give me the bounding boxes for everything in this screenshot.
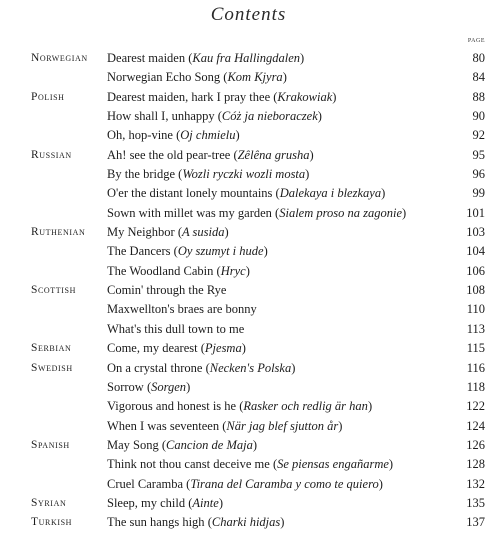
song-entry: Vigorous and honest is he (Rasker och redlig är han): [107, 399, 373, 414]
contents-entry: [0, 262, 497, 281]
contents-entry: [0, 359, 497, 378]
contents-entry: [0, 88, 497, 107]
song-title: Maxwellton's braes are bonny: [107, 302, 257, 317]
contents-entry: [0, 223, 497, 242]
language-label: Spanish: [31, 438, 70, 451]
language-label: Turkish: [31, 516, 73, 529]
contents-entry: [0, 417, 497, 436]
song-title: By the bridge: [107, 167, 176, 182]
contents-list: [0, 49, 497, 533]
page-number: 108: [466, 283, 485, 298]
contents-entry: [0, 107, 497, 126]
page-number: 110: [466, 302, 485, 317]
song-entry: Dearest maiden (Kau fra Hallingdalen): [107, 51, 305, 65]
song-entry: Sorrow (Sorgen): [107, 379, 191, 394]
song-entry: By the bridge (Wozli ryczki wozli mosta): [107, 167, 310, 182]
song-title: Cruel Caramba: [107, 476, 184, 491]
page-number: 95: [472, 147, 485, 162]
song-entry: When I was seventeen (När jag blef sjutton år): [107, 418, 343, 433]
contents-entry: [0, 165, 497, 184]
contents-entry: [0, 455, 497, 474]
contents-entry: [0, 281, 497, 300]
language-label: Ruthenian: [31, 226, 86, 239]
page-number: 90: [472, 109, 485, 124]
song-title: Norwegian Echo Song: [107, 70, 221, 85]
original-title: Sialem proso na zagonie: [279, 205, 403, 220]
contents-entry: [0, 378, 497, 397]
song-title: Oh, hop-vine: [107, 128, 173, 143]
contents-entry: [0, 397, 497, 416]
page-number: 99: [472, 186, 485, 201]
song-entry: My Neighbor (A susida): [107, 225, 229, 240]
song-title: Ah! see the old pear-tree: [107, 147, 231, 162]
song-title: The sun hangs high: [107, 515, 205, 530]
contents-entry: [0, 126, 497, 145]
page-number: 118: [466, 379, 485, 394]
song-entry: The Dancers (Oy szumyt i hude): [107, 244, 268, 259]
original-title: Rasker och redlig är han: [243, 399, 368, 414]
language-label: Russian: [31, 148, 72, 161]
original-title: Kau fra Hallingdalen: [192, 51, 301, 65]
song-title: Think not thou canst deceive me: [107, 457, 270, 472]
song-entry: The sun hangs high (Charki hidjas): [107, 515, 285, 530]
original-title: A susida: [182, 225, 225, 240]
contents-entry: [0, 475, 497, 494]
page-number: 135: [466, 495, 485, 510]
song-entry: O'er the distant lonely mountains (Dalekaya i blezkaya): [107, 186, 386, 201]
song-title: Vigorous and honest is he: [107, 399, 237, 414]
page-number: 122: [466, 399, 485, 414]
page-number: 80: [472, 51, 485, 65]
original-title: Kom Kjyra: [227, 70, 283, 85]
song-title: Sorrow: [107, 379, 144, 394]
contents-entry: [0, 49, 497, 68]
song-entry: [107, 283, 226, 298]
song-entry: Sleep, my child (Ainte): [107, 495, 223, 510]
language-label: Swedish: [31, 361, 73, 374]
language-label: Polish: [31, 90, 65, 103]
song-title: Sleep, my child: [107, 495, 186, 510]
original-title: Pjesma: [204, 341, 242, 356]
page-number: 88: [472, 89, 485, 104]
page-number: 106: [466, 263, 485, 278]
song-title: Dearest maiden: [107, 51, 186, 65]
original-title: Wozli ryczki wozli mosta: [182, 167, 306, 182]
original-title: Dalekaya i blezkaya: [279, 186, 382, 201]
song-title: What's this dull town to me: [107, 321, 245, 336]
page-number: 137: [466, 515, 485, 530]
page-title: Contents: [210, 4, 287, 25]
original-title: Oy szumyt i hude: [177, 244, 264, 259]
song-entry: Ah! see the old pear-tree (Zêlêna grusha): [107, 147, 314, 162]
contents-entry: [0, 339, 497, 358]
contents-entry: [0, 494, 497, 513]
song-title: On a crystal throne: [107, 360, 203, 375]
contents-entry: [0, 436, 497, 455]
page-column-header: PAGE: [467, 38, 485, 44]
language-label: Scottish: [31, 284, 76, 297]
page-number: 96: [472, 167, 485, 182]
original-title: Krakowiak: [277, 89, 333, 104]
page-number: 103: [466, 225, 485, 240]
contents-entry: [0, 242, 497, 261]
original-title: Charki hidjas: [211, 515, 281, 530]
original-title: Tirana del Caramba y como te quiero: [190, 476, 379, 491]
song-entry: The Woodland Cabin (Hryc): [107, 263, 250, 278]
original-title: Oj chmielu: [180, 128, 236, 143]
song-title: Dearest maiden, hark I pray thee: [107, 89, 271, 104]
song-entry: Cruel Caramba (Tirana del Caramba y como te quiero): [107, 476, 383, 491]
page-number: 101: [466, 205, 485, 220]
song-title: How shall I, unhappy: [107, 109, 215, 124]
language-label: Syrian: [31, 496, 67, 509]
song-title: Comin' through the Rye: [107, 283, 227, 298]
page-number: 84: [472, 70, 485, 85]
language-label: Serbian: [31, 342, 72, 355]
song-entry: On a crystal throne (Necken's Polska): [107, 360, 296, 375]
song-entry: Norwegian Echo Song (Kom Kjyra): [107, 70, 287, 85]
song-entry: Oh, hop-vine (Oj chmielu): [107, 128, 240, 143]
original-title: Se piensas engañarme: [277, 457, 389, 472]
contents-entry: [0, 320, 497, 339]
song-entry: May Song (Cancion de Maja): [107, 437, 258, 452]
page-number: 113: [466, 321, 485, 336]
song-entry: [107, 302, 257, 317]
contents-entry: [0, 184, 497, 203]
language-label: Norwegian: [31, 52, 88, 64]
song-entry: Dearest maiden, hark I pray thee (Krakowiak): [107, 89, 337, 104]
page-number: 115: [466, 341, 485, 356]
original-title: Zêlêna grusha: [237, 147, 310, 162]
original-title: När jag blef sjutton år: [226, 418, 339, 433]
page-number: 124: [466, 418, 485, 433]
song-title: Come, my dearest: [107, 341, 198, 356]
song-title: May Song: [107, 437, 159, 452]
contents-entry: [0, 204, 497, 223]
song-title: My Neighbor: [107, 225, 175, 240]
song-entry: Come, my dearest (Pjesma): [107, 341, 246, 356]
page-number: 92: [472, 128, 485, 143]
original-title: Ainte: [192, 495, 219, 510]
contents-entry: [0, 513, 497, 532]
page-number: 104: [466, 244, 485, 259]
page-number: 126: [466, 437, 485, 452]
page-number: 128: [466, 457, 485, 472]
song-entry: Think not thou canst deceive me (Se piensas engañarme): [107, 457, 394, 472]
original-title: Hryc: [220, 263, 246, 278]
song-title: Sown with millet was my garden: [107, 205, 272, 220]
song-title: The Woodland Cabin: [107, 263, 214, 278]
song-entry: [107, 322, 244, 337]
page-number: 116: [466, 360, 485, 375]
song-entry: How shall I, unhappy (Cóż ja nieboraczek): [107, 109, 322, 124]
contents-entry: [0, 68, 497, 87]
song-title: O'er the distant lonely mountains: [107, 186, 273, 201]
song-title: When I was seventeen: [107, 418, 220, 433]
original-title: Cancion de Maja: [166, 437, 253, 452]
page-number: 132: [466, 476, 485, 491]
original-title: Necken's Polska: [209, 360, 292, 375]
original-title: Sorgen: [151, 379, 187, 394]
original-title: Cóż ja nieboraczek: [221, 109, 318, 124]
song-title: The Dancers: [107, 244, 171, 259]
contents-entry: [0, 146, 497, 165]
song-entry: Sown with millet was my garden (Sialem proso na zagonie): [107, 205, 407, 220]
contents-entry: [0, 300, 497, 319]
